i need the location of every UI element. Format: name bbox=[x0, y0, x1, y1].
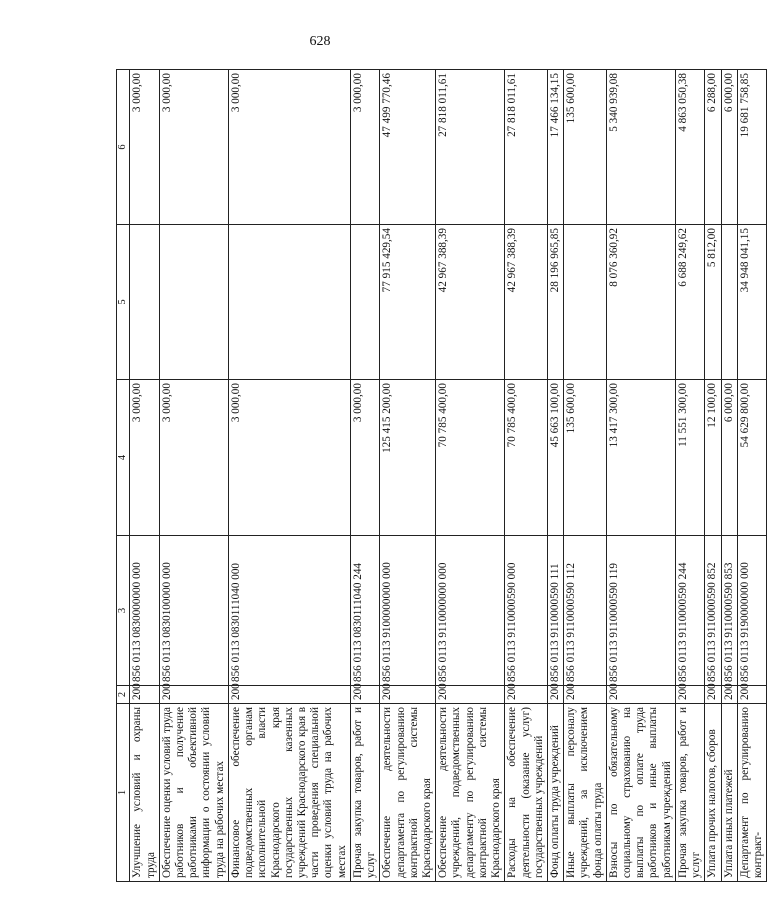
budget-code-cell: 856 0113 9110000590 119 bbox=[606, 536, 675, 686]
line-code-cell: 200 bbox=[130, 686, 159, 704]
table-row bbox=[721, 70, 737, 882]
row-name-cell: Фонд оплаты труда учреждений bbox=[547, 704, 563, 882]
table-row bbox=[547, 70, 563, 882]
column-header: 4 bbox=[117, 380, 130, 536]
row-name-cell: Обеспечение оценки условий труда работников и получение работниками объективной информации о состоянии условий труда на рабочих местах bbox=[159, 704, 228, 882]
line-code-cell: 200 bbox=[350, 686, 379, 704]
executed-amount-cell bbox=[564, 225, 607, 380]
remaining-amount-cell: 27 818 011,61 bbox=[505, 70, 548, 225]
executed-amount-cell: 34 948 041,15 bbox=[737, 225, 766, 380]
budget-code-cell: 856 0113 9100000000 000 bbox=[380, 536, 436, 686]
row-name-cell: Уплата прочих налогов, сборов bbox=[705, 704, 721, 882]
column-header: 5 bbox=[117, 225, 130, 380]
executed-amount-cell: 77 915 429,54 bbox=[380, 225, 436, 380]
approved-amount-cell: 11 551 300,00 bbox=[675, 380, 704, 536]
executed-amount-cell: 6 688 249,62 bbox=[675, 225, 704, 380]
remaining-amount-cell: 4 863 050,38 bbox=[675, 70, 704, 225]
line-code-cell: 200 bbox=[228, 686, 350, 704]
row-name-cell: Улучшение условий и охраны труда bbox=[130, 704, 159, 882]
remaining-amount-cell: 17 466 134,15 bbox=[547, 70, 563, 225]
approved-amount-cell: 6 000,00 bbox=[721, 380, 737, 536]
column-header: 1 bbox=[117, 704, 130, 882]
budget-code-cell: 856 0113 0830111040 000 bbox=[228, 536, 350, 686]
table-row bbox=[606, 70, 675, 882]
approved-amount-cell: 3 000,00 bbox=[130, 380, 159, 536]
budget-code-cell: 856 0113 9110000590 853 bbox=[721, 536, 737, 686]
executed-amount-cell: 42 967 388,39 bbox=[505, 225, 548, 380]
line-code-cell: 200 bbox=[380, 686, 436, 704]
remaining-amount-cell: 6 288,00 bbox=[705, 70, 721, 225]
column-header: 3 bbox=[117, 536, 130, 686]
budget-table bbox=[116, 69, 767, 882]
row-name-cell: Иные выплаты персоналу учреждений, за исключением фонда оплаты труда bbox=[564, 704, 607, 882]
budget-code-cell: 856 0113 0830111040 244 bbox=[350, 536, 379, 686]
row-name-cell: Обеспечение деятельности департамента по регулированию контрактной системы Краснодарского края bbox=[380, 704, 436, 882]
line-code-cell: 200 bbox=[564, 686, 607, 704]
row-name-cell: Взносы по обязательному социальному страхованию на выплаты по оплате труда работников и иные выплаты работникам учреждений bbox=[606, 704, 675, 882]
remaining-amount-cell: 6 000,00 bbox=[721, 70, 737, 225]
approved-amount-cell: 12 100,00 bbox=[705, 380, 721, 536]
executed-amount-cell: 28 196 965,85 bbox=[547, 225, 563, 380]
executed-amount-cell bbox=[228, 225, 350, 380]
approved-amount-cell: 45 663 100,00 bbox=[547, 380, 563, 536]
approved-amount-cell: 3 000,00 bbox=[228, 380, 350, 536]
table-row bbox=[737, 70, 766, 882]
line-code-cell: 200 bbox=[505, 686, 548, 704]
table-row bbox=[130, 70, 159, 882]
line-code-cell: 200 bbox=[737, 686, 766, 704]
table-row bbox=[505, 70, 548, 882]
row-name-cell: Уплата иных платежей bbox=[721, 704, 737, 882]
remaining-amount-cell: 5 340 939,08 bbox=[606, 70, 675, 225]
executed-amount-cell: 5 812,00 bbox=[705, 225, 721, 380]
table-row bbox=[436, 70, 505, 882]
approved-amount-cell: 70 785 400,00 bbox=[505, 380, 548, 536]
budget-code-cell: 856 0113 9190000000 000 bbox=[737, 536, 766, 686]
line-code-cell: 200 bbox=[675, 686, 704, 704]
line-code-cell: 200 bbox=[159, 686, 228, 704]
budget-code-cell: 856 0113 0830100000 000 bbox=[159, 536, 228, 686]
column-header: 2 bbox=[117, 686, 130, 704]
table-body bbox=[130, 70, 767, 882]
row-name-cell: Прочая закупка товаров, работ и услуг bbox=[350, 704, 379, 882]
budget-code-cell: 856 0113 0830000000 000 bbox=[130, 536, 159, 686]
budget-code-cell: 856 0113 9110000590 000 bbox=[505, 536, 548, 686]
table-row bbox=[564, 70, 607, 882]
remaining-amount-cell: 3 000,00 bbox=[130, 70, 159, 225]
row-name-cell: Расходы на обеспечение деятельности (оказание услуг) государственных учреждений bbox=[505, 704, 548, 882]
budget-code-cell: 856 0113 9110000590 111 bbox=[547, 536, 563, 686]
line-code-cell: 200 bbox=[436, 686, 505, 704]
approved-amount-cell: 3 000,00 bbox=[350, 380, 379, 536]
budget-code-cell: 856 0113 9110000000 000 bbox=[436, 536, 505, 686]
table-row bbox=[228, 70, 350, 882]
executed-amount-cell: 8 076 360,92 bbox=[606, 225, 675, 380]
column-header: 6 bbox=[117, 70, 130, 225]
table-row bbox=[675, 70, 704, 882]
line-code-cell: 200 bbox=[606, 686, 675, 704]
remaining-amount-cell: 27 818 011,61 bbox=[436, 70, 505, 225]
remaining-amount-cell: 135 600,00 bbox=[564, 70, 607, 225]
table-row bbox=[380, 70, 436, 882]
rotated-table-area bbox=[116, 70, 764, 882]
approved-amount-cell: 13 417 300,00 bbox=[606, 380, 675, 536]
table-row bbox=[159, 70, 228, 882]
row-name-cell: Обеспечение деятельности учреждений, подведомственных департаменту по регулированию контрактной системы Краснодарского края bbox=[436, 704, 505, 882]
budget-code-cell: 856 0113 9110000590 852 bbox=[705, 536, 721, 686]
budget-table-container bbox=[116, 70, 764, 882]
remaining-amount-cell: 3 000,00 bbox=[228, 70, 350, 225]
row-name-cell: Финансовое обеспечение подведомственных органам исполнительной власти Краснодарского края государственных казенных учреждений Краснодарского края в части проведения специальной оценки условий труда на рабочих местах bbox=[228, 704, 350, 882]
line-code-cell: 200 bbox=[705, 686, 721, 704]
executed-amount-cell bbox=[159, 225, 228, 380]
executed-amount-cell bbox=[350, 225, 379, 380]
remaining-amount-cell: 19 681 758,85 bbox=[737, 70, 766, 225]
approved-amount-cell: 70 785 400,00 bbox=[436, 380, 505, 536]
executed-amount-cell bbox=[130, 225, 159, 380]
remaining-amount-cell: 3 000,00 bbox=[350, 70, 379, 225]
column-number-row bbox=[117, 70, 130, 882]
remaining-amount-cell: 3 000,00 bbox=[159, 70, 228, 225]
table-row bbox=[350, 70, 379, 882]
page-number: 628 bbox=[309, 34, 331, 49]
approved-amount-cell: 3 000,00 bbox=[159, 380, 228, 536]
budget-code-cell: 856 0113 9110000590 244 bbox=[675, 536, 704, 686]
executed-amount-cell bbox=[721, 225, 737, 380]
remaining-amount-cell: 47 499 770,46 bbox=[380, 70, 436, 225]
table-row bbox=[705, 70, 721, 882]
row-name-cell: Прочая закупка товаров, работ и услуг bbox=[675, 704, 704, 882]
row-name-cell: Департамент по регулированию контракт- bbox=[737, 704, 766, 882]
budget-code-cell: 856 0113 9110000590 112 bbox=[564, 536, 607, 686]
line-code-cell: 200 bbox=[547, 686, 563, 704]
executed-amount-cell: 42 967 388,39 bbox=[436, 225, 505, 380]
approved-amount-cell: 54 629 800,00 bbox=[737, 380, 766, 536]
approved-amount-cell: 125 415 200,00 bbox=[380, 380, 436, 536]
approved-amount-cell: 135 600,00 bbox=[564, 380, 607, 536]
line-code-cell: 200 bbox=[721, 686, 737, 704]
